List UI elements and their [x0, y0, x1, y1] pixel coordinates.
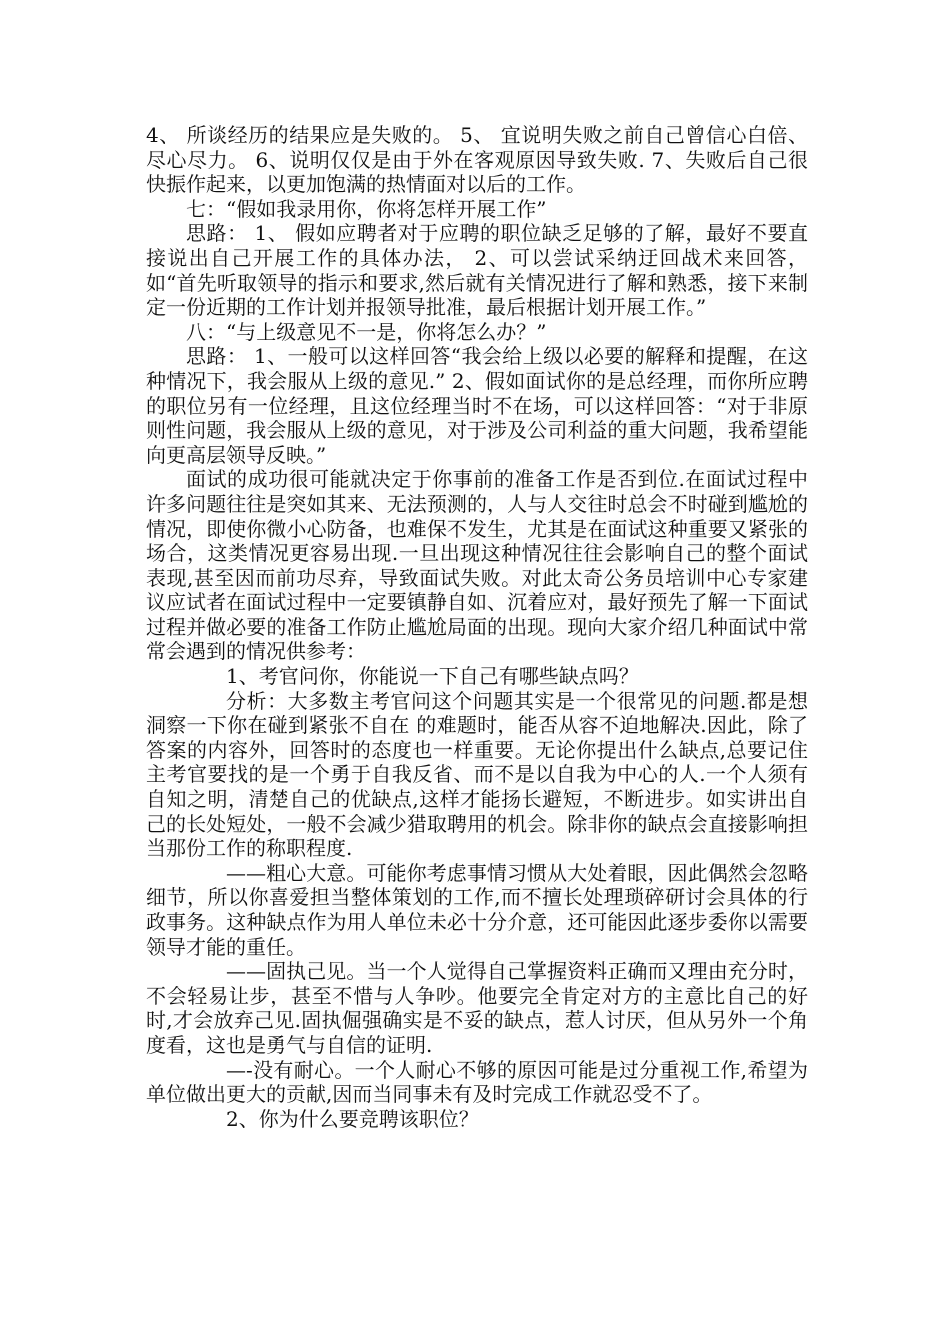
heading-question-seven: 七：“假如我录用你，你将怎样开展工作” [186, 196, 547, 221]
paragraph-interview-preparation: 面试的成功很可能就决定于你事前的准备工作是否到位.在面试过程中许多问题往往是突如其来、无法预测的，人与人交往时总会不时碰到尴尬的情况，即使你微小心防备，也难保不发生，尤其是在面试这种重要又紧张的场合，这类情况更容易出现.一旦出现这种情况往往会影响自己的整个面试表现,甚至因而前功尽弃，导致面试失败。对此太奇公务员培训中心专家建议应试者在面试过程中一定要镇静自如、沉着应对，最好预先了解一下面试过程并做必要的准备工作防止尴尬局面的出现。现向大家介绍几种面试中常常会遇到的情况供参考： [146, 467, 808, 664]
paragraph-approach-eight: 思路： 1、一般可以这样回答“我会给上级以必要的解释和提醒，在这种情况下，我会服从上级的意见.” 2、假如面试你的是总经理，而你所应聘的职位另有一位经理，且这位经理当时不在场，可以这样回答：“对于非原则性问题，我会服从上级的意见，对于涉及公司利益的重大问题，我希望能向更高层领导反映。” [146, 344, 808, 467]
paragraph-weakness-careless: ——粗心大意。可能你考虑事情习惯从大处着眼，因此偶然会忽略细节，所以你喜爱担当整体策划的工作,而不擅长处理琐碎研讨会具体的行政事务。这种缺点作为用人单位未必十分介意，还可能因此逐步委你以需要领导才能的重任。 [146, 860, 808, 959]
heading-question-weaknesses: 1、考官问你，你能说一下自己有哪些缺点吗？ [226, 664, 639, 689]
paragraph-approach-seven: 思路： 1、 假如应聘者对于应聘的职位缺乏足够的了解，最好不要直接说出自己开展工作的具体办法， 2、可以尝试采纳迂回战术来回答，如“首先听取领导的指示和要求,然后就有关情况进行了解和熟悉，接下来制定一份近期的工作计划并报领导批准，最后根据计划开展工作。” [146, 221, 808, 320]
heading-question-eight: 八：“与上级意见不一是，你将怎么办？” [186, 319, 547, 344]
paragraph-weakness-stubborn: ——固执己见。当一个人觉得自己掌握资料正确而又理由充分时，不会轻易让步，甚至不惜与人争吵。他要完全肯定对方的主意比自己的好时,才会放弃己见.固执倔强确实是不妥的缺点，惹人讨厌，但从另外一个角度看，这也是勇气与自信的证明. [146, 959, 808, 1057]
document-page [146, 123, 808, 1131]
heading-question-why-position: 2、你为什么要竞聘该职位？ [226, 1106, 479, 1131]
paragraph-analysis: 分析：大多数主考官问这个问题其实是一个很常见的问题.都是想洞察一下你在碰到紧张不自在 的难题时，能否从容不迫地解决.因此，除了答案的内容外，回答时的态度也一样重要。无论你提出什么缺点,总要记住主考官要找的是一个勇于自我反省、而不是以自我为中心的人.一个人须有自知之明，清楚自己的优缺点,这样才能扬长避短，不断进步。如实讲出自己的长处短处，一般不会减少猎取聘用的机会。除非你的缺点会直接影响担当那份工作的称职程度. [146, 688, 808, 861]
paragraph-failure-points: 4、 所谈经历的结果应是失败的。 5、 宜说明失败之前自己曾信心白倍、尽心尽力。 6、说明仅仅是由于外在客观原因导致失败. 7、失败后自己很快振作起来，以更加饱满的热情面对以后的工作。 [146, 123, 808, 197]
paragraph-weakness-impatient: —-没有耐心。一个人耐心不够的原因可能是过分重视工作,希望为单位做出更大的贡献,因而当同事未有及时完成工作就忍受不了。 [146, 1057, 808, 1107]
